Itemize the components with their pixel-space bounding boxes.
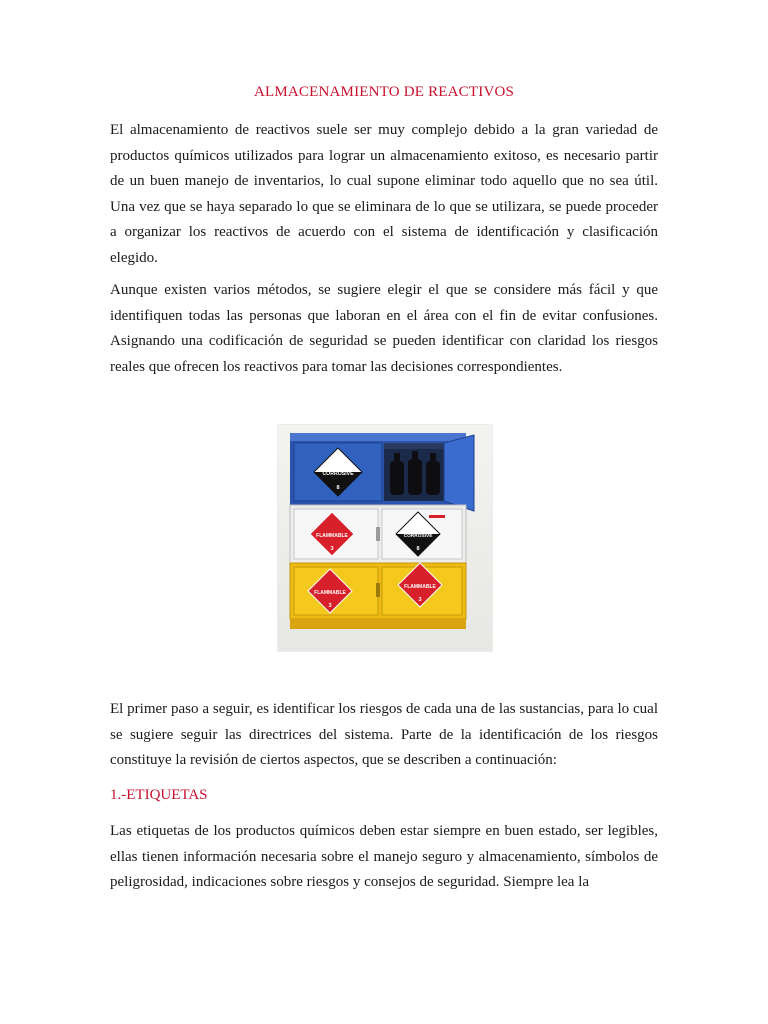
paragraph-first-step: El primer paso a seguir, es identificar los riesgos de cada una de las sustancias, para lo cual se sugiere seguir las directrices del sistema. Parte de la identificación de los riesgos constituye la revisión de ciertos aspectos, que se describen a continuación: xyxy=(110,701,658,768)
corrosive-label-blue: CORROSIVE xyxy=(322,471,354,477)
flammable-class-yellow-right: 3 xyxy=(418,597,422,603)
yellow-flammable-cabinet xyxy=(290,563,466,629)
white-flammable-cabinet xyxy=(290,505,466,563)
paragraph-methods: Aunque existen varios métodos, se sugiere elegir el que se considere más fácil y que identifiquen todas las personas que laboran en el área con el fin de evitar confusiones. Asignando una codificación de seguridad se pueden identificar con claridad los riesgos reales que ofrecen los reactivos para tomar las decisiones correspondientes. xyxy=(110,282,658,375)
corrosive-label-white: CORROSIVE xyxy=(403,534,433,539)
document-title: ALMACENAMIENTO DE REACTIVOS xyxy=(253,84,515,100)
flammable-class-white: 3 xyxy=(330,546,334,552)
blue-corrosive-cabinet xyxy=(290,433,474,511)
flammable-label-yellow-left: FLAMMABLE xyxy=(314,590,346,596)
corrosive-class-white: 8 xyxy=(416,546,420,552)
corrosive-class-blue: 8 xyxy=(336,485,340,491)
paragraph-intro: El almacenamiento de reactivos suele ser muy complejo debido a la gran variedad de productos químicos utilizados para lograr un almacenamiento exitoso, es necesario partir de un buen manejo de inventarios, lo cual supone eliminar todo aquello que no sea útil. Una vez que se haya separado lo que se eliminara de lo que se utilizara, se puede proceder a organizar los reactivos de acuerdo con el sistema de identificación y clasificación elegido. xyxy=(110,122,658,266)
flammable-label-yellow-right: FLAMMABLE xyxy=(404,584,436,590)
flammable-label-white: FLAMMABLE xyxy=(316,533,348,539)
section-heading-etiquetas: 1.-ETIQUETAS xyxy=(110,787,208,803)
chemical-storage-cabinets-image xyxy=(277,424,493,652)
flammable-class-yellow-left: 3 xyxy=(328,603,332,609)
paragraph-labels: Las etiquetas de los productos químicos deben estar siempre en buen estado, ser legibles, ellas tienen información necesaria sobre el manejo seguro y almacenamiento, símbolos de peligrosidad, indicaciones sobre riesgos y consejos de seguridad. Siempre lea la xyxy=(110,823,658,890)
